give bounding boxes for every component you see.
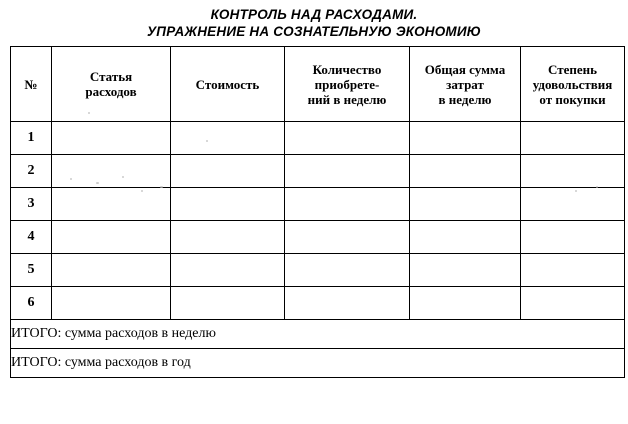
- summary-label-yearly: ИТОГО: сумма расходов в год: [11, 349, 625, 378]
- row-number: 4: [11, 221, 52, 254]
- cell-cost[interactable]: [171, 287, 285, 320]
- table-row: [11, 155, 625, 188]
- table-header-row: [11, 47, 625, 122]
- row-number: 2: [11, 155, 52, 188]
- table-body: [11, 122, 625, 378]
- column-header-weekly-total: Общая сумма затрат в неделю: [410, 47, 521, 122]
- cell-quantity[interactable]: [285, 221, 410, 254]
- summary-label-weekly: ИТОГО: сумма расходов в неделю: [11, 320, 625, 349]
- cell-quantity[interactable]: [285, 155, 410, 188]
- table-row: [11, 287, 625, 320]
- table-row: [11, 221, 625, 254]
- cell-cost[interactable]: [171, 221, 285, 254]
- cell-expense-item[interactable]: [52, 221, 171, 254]
- column-header-expense-item: Статья расходов: [52, 47, 171, 122]
- cell-expense-item[interactable]: [52, 122, 171, 155]
- cell-satisfaction[interactable]: [521, 188, 625, 221]
- row-number: 1: [11, 122, 52, 155]
- table-row: [11, 254, 625, 287]
- cell-cost[interactable]: [171, 254, 285, 287]
- cell-expense-item[interactable]: [52, 188, 171, 221]
- cell-weekly-total[interactable]: [410, 287, 521, 320]
- cell-satisfaction[interactable]: [521, 287, 625, 320]
- cell-quantity[interactable]: [285, 254, 410, 287]
- table-row: [11, 188, 625, 221]
- cell-weekly-total[interactable]: [410, 188, 521, 221]
- column-header-satisfaction-degree: Степень удовольствия от покупки: [521, 47, 625, 122]
- summary-row-weekly: [11, 320, 625, 349]
- table-row: [11, 122, 625, 155]
- cell-cost[interactable]: [171, 155, 285, 188]
- cell-expense-item[interactable]: [52, 287, 171, 320]
- cell-quantity[interactable]: [285, 287, 410, 320]
- cell-satisfaction[interactable]: [521, 254, 625, 287]
- table-header: [11, 47, 625, 122]
- cell-quantity[interactable]: [285, 188, 410, 221]
- cell-satisfaction[interactable]: [521, 122, 625, 155]
- cell-quantity[interactable]: [285, 122, 410, 155]
- cell-weekly-total[interactable]: [410, 122, 521, 155]
- cell-weekly-total[interactable]: [410, 254, 521, 287]
- cell-satisfaction[interactable]: [521, 221, 625, 254]
- row-number: 3: [11, 188, 52, 221]
- column-header-number: №: [11, 47, 52, 122]
- cell-satisfaction[interactable]: [521, 155, 625, 188]
- cell-cost[interactable]: [171, 122, 285, 155]
- summary-row-yearly: [11, 349, 625, 378]
- page-title-line-2: УПРАЖНЕНИЕ НА СОЗНАТЕЛЬНУЮ ЭКОНОМИЮ: [146, 24, 482, 39]
- cell-expense-item[interactable]: [52, 254, 171, 287]
- row-number: 5: [11, 254, 52, 287]
- page-title: [0, 0, 628, 40]
- column-header-cost: Стоимость: [171, 47, 285, 122]
- expenses-table-wrapper: [10, 46, 618, 378]
- expenses-table: [10, 46, 625, 378]
- page-title-line-1: КОНТРОЛЬ НАД РАСХОДАМИ.: [210, 7, 418, 22]
- row-number: 6: [11, 287, 52, 320]
- cell-expense-item[interactable]: [52, 155, 171, 188]
- cell-weekly-total[interactable]: [410, 221, 521, 254]
- column-header-quantity: Количество приобрете- ний в неделю: [285, 47, 410, 122]
- cell-weekly-total[interactable]: [410, 155, 521, 188]
- cell-cost[interactable]: [171, 188, 285, 221]
